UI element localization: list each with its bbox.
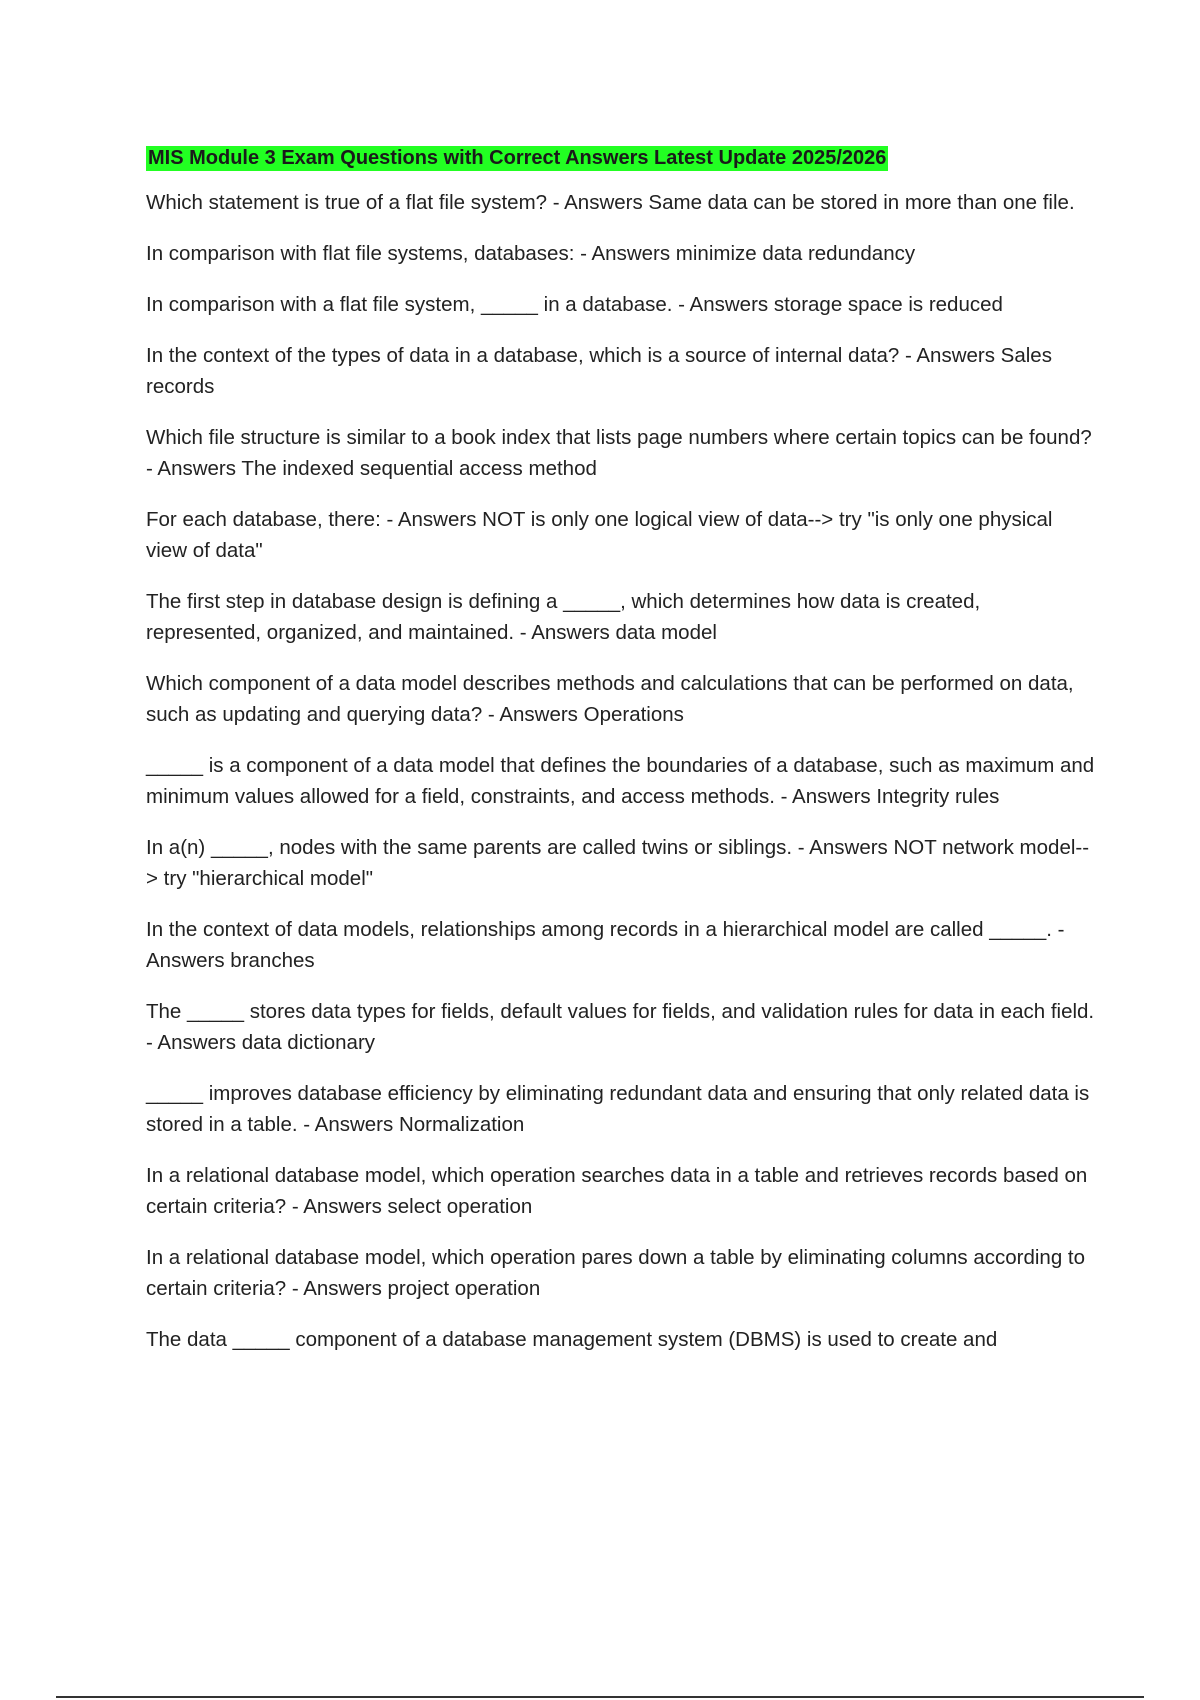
qa-item-4: In the context of the types of data in a database, which is a source of internal data? - Answers Sales records	[146, 344, 1052, 398]
qa-item-3: In comparison with a flat file system, _____ in a database. - Answers storage space is reduced	[146, 293, 1003, 316]
qa-item-9: _____ is a component of a data model that defines the boundaries of a database, such as maximum and minimum values allowed for a field, constraints, and access methods. - Answers Integrity rules	[146, 754, 1095, 808]
qa-item-12: The _____ stores data types for fields, default values for fields, and validation rules for data in each field. - Answers data dictionary	[146, 1000, 1095, 1054]
qa-item-14: In a relational database model, which operation searches data in a table and retrieves records based on certain criteria? - Answers select operation	[146, 1164, 1088, 1218]
document-title: MIS Module 3 Exam Questions with Correct Answers Latest Update 2025/2026	[148, 147, 887, 169]
footer-divider	[56, 1696, 1144, 1698]
qa-item-15: In a relational database model, which operation pares down a table by eliminating columns according to certain criteria? - Answers project operation	[146, 1246, 1086, 1300]
qa-item-5: Which file structure is similar to a book index that lists page numbers where certain topics can be found? - Answers The indexed sequential access method	[146, 426, 1092, 480]
qa-item-8: Which component of a data model describes methods and calculations that can be performed on data, such as updating and querying data? - Answers Operations	[146, 672, 1074, 726]
qa-item-11: In the context of data models, relationships among records in a hierarchical model are called _____. - Answers branches	[146, 918, 1065, 972]
qa-item-6: For each database, there: - Answers NOT is only one logical view of data--> try "is only one physical view of data"	[146, 508, 1053, 562]
qa-item-7: The first step in database design is defining a _____, which determines how data is created, represented, organized, and maintained. - Answers data model	[146, 590, 981, 644]
qa-item-13: _____ improves database efficiency by eliminating redundant data and ensuring that only related data is stored in a table. - Answers Normalization	[146, 1082, 1090, 1136]
qa-item-1: Which statement is true of a flat file system? - Answers Same data can be stored in more than one file.	[146, 191, 1075, 214]
qa-item-10: In a(n) _____, nodes with the same parents are called twins or siblings. - Answers NOT network model--> try "hierarchical model"	[146, 836, 1090, 890]
qa-item-16: The data _____ component of a database management system (DBMS) is used to create and	[146, 1328, 998, 1351]
document-page	[146, 146, 1096, 1375]
qa-item-2: In comparison with flat file systems, databases: - Answers minimize data redundancy	[146, 242, 916, 265]
